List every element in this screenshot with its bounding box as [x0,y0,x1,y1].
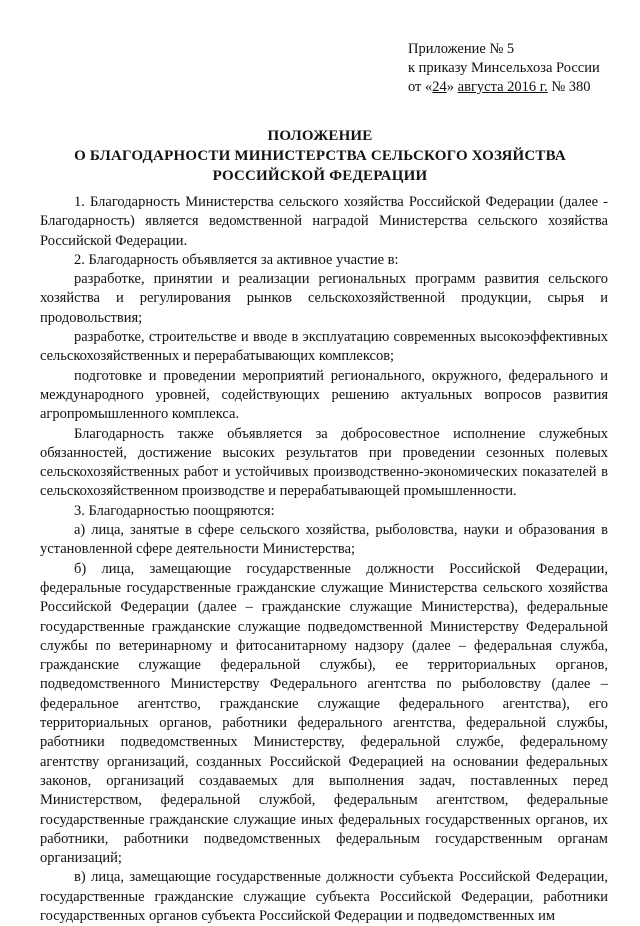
paragraph-1: 1. Благодарность Министерства сельского хозяйства Российской Федерации (далее - Благодарность) является ведомственной наградой Министерства сельского хозяйства Российской Федерации. [40,194,608,249]
paragraph-3: 3. Благодарностью поощряются: [74,502,275,519]
title-line-1: ПОЛОЖЕНИЕ [267,128,373,144]
paragraph-2-item-1: разработке, принятии и реализации региональных программ развития сельского хозяйства и регулирования рынков сельскохозяйственной продукции, сырья и продовольствия; [40,271,608,326]
order-reference: к приказу Минсельхоза России [408,60,600,76]
order-date-line [408,78,600,97]
paragraph-3-item-a: а) лица, занятые в сфере сельского хозяйства, рыболовства, науки и образования в установленной сфере деятельности Министерства; [40,522,608,558]
document-body [40,193,608,926]
order-number: № 380 [547,79,591,95]
document-title [0,126,640,186]
paragraph-3-item-c: в) лица, замещающие государственные должности субъекта Российской Федерации, государственные гражданские служащие субъекта Российской Федерации, работники государственных органов субъекта Российской Федерации и подведомственных им [40,869,608,924]
date-day: 24 [432,79,447,95]
date-month-year: августа 2016 г. [457,79,548,95]
title-line-2: О БЛАГОДАРНОСТИ МИНИСТЕРСТВА СЕЛЬСКОГО ХОЗЯЙСТВА [74,148,566,164]
paragraph-2-item-3: подготовке и проведении мероприятий регионального, окружного, федерального и международного уровней, содействующих решению актуальных вопросов развития агропромышленного комплекса. [40,367,608,423]
paragraph-2-extra: Благодарность также объявляется за добросовестное исполнение служебных обязанностей, достижение высоких результатов при проведении сезонных полевых сельскохозяйственных работ и устойчивых производственно-экономических показателей в сельскохозяйственном производстве и перерабатывающей промышленности. [40,425,608,500]
paragraph-2-item-2: разработке, строительстве и вводе в эксплуатацию современных высокоэффективных сельскохозяйственных и перерабатывающих комплексов; [40,329,608,365]
paragraph-3-item-b: б) лица, замещающие государственные должности Российской Федерации, федеральные государственные гражданские служащие Министерства сельского хозяйства Российской Федерации (далее – гражданские служащие Министерства), федеральные государственные гражданские служащие подведомственной Министерству Федеральной службы по ветеринарному и фитосанитарному надзору (далее – федеральная служба, гражданские служащие федеральной службы), ее территориальных органов, подведомственного Министерству Федерального агентства по рыболовству (далее – федеральное агентство, гражданские служащие федерального агентства), его территориальных органов, работники федерального агентства, федеральной службы, работники подведомственных Министерству, федеральной службе, федеральному агентству организаций, созданных Российской Федерацией на основании федеральных законов, организаций создаваемых для выполнения задач, поставленных перед Министерством, федеральной службой, федеральным агентством, федеральные государственные гражданские служащие иных федеральных государственных органов, их работники, работники подведомственных федеральным государственным органам организаций; [40,560,608,867]
appendix-number: Приложение № 5 [408,41,515,57]
date-mid: » [446,79,458,95]
title-line-3: РОССИЙСКОЙ ФЕДЕРАЦИИ [212,168,428,184]
paragraph-2: 2. Благодарность объявляется за активное участие в: [74,251,399,268]
date-prefix: от « [408,79,433,95]
appendix-header [408,40,600,97]
